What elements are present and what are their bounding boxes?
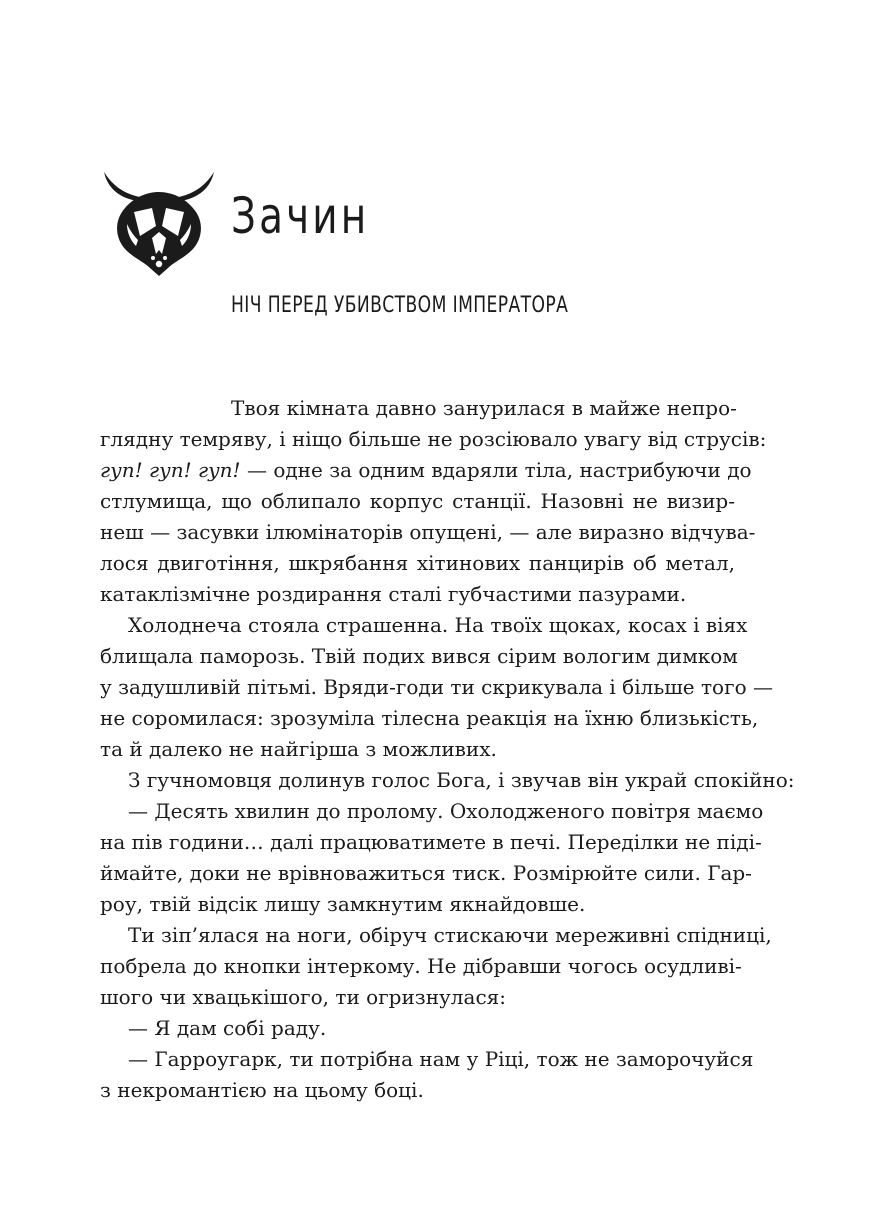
text-line bbox=[100, 703, 759, 734]
text-line-content: глядну темряву, і ніщо більше не розсіювало увагу від струсів: bbox=[100, 427, 767, 451]
text-line-content: та й далеко не найгірша з можливих. bbox=[100, 737, 497, 761]
text-line-content: З гучномовця долинув голос Бога, і звучав він украй спокійно: bbox=[128, 768, 795, 792]
text-line bbox=[100, 641, 738, 672]
text-line-content: Холоднеча стояла страшенна. На твоїх щоках, косах і віях bbox=[128, 613, 748, 637]
text-line bbox=[100, 610, 748, 641]
text-line bbox=[100, 920, 772, 951]
text-line bbox=[100, 1075, 735, 1106]
text-line-content: катаклізмічне роздирання сталі губчастими пазурами. bbox=[100, 582, 687, 606]
text-line bbox=[100, 982, 735, 1013]
text-line-content: роу, твій відсік лишу замкнутим якнайдовше. bbox=[100, 892, 586, 916]
text-line-content: неш — засувки ілюмінаторів опущені, — але виразно відчува- bbox=[100, 520, 756, 544]
text-line-content: ймайте, доки не врівноважиться тиск. Розмірюйте сили. Гар- bbox=[100, 861, 752, 885]
text-line-content: не соромилася: зрозуміла тілесна реакція на їхню близькість, bbox=[100, 706, 759, 730]
text-line bbox=[100, 951, 742, 982]
text-line-content: — одне за одним вдаряли тіла, настрибуючи до bbox=[240, 458, 752, 482]
chapter-body-text bbox=[100, 393, 795, 1106]
chapter-subtitle: НІЧ ПЕРЕД УБИВСТВОМ ІМПЕРАТОРА bbox=[231, 293, 569, 318]
text-line-content: Ти зіп’ялася на ноги, обіруч стискаючи мереживні спідниці, bbox=[128, 923, 772, 947]
text-line bbox=[100, 672, 773, 703]
horned-insect-emblem-icon bbox=[100, 166, 218, 276]
text-line-content: у задушливій пітьмі. Вряди-годи ти скрикувала і більше того — bbox=[100, 675, 773, 699]
text-line-content: — Я дам собі раду. bbox=[128, 1016, 327, 1040]
text-line-content: шого чи хвацькішого, ти огризнулася: bbox=[100, 985, 506, 1009]
text-line bbox=[100, 1013, 735, 1044]
text-line-content: побрела до кнопки інтеркому. Не дібравши чогось осудливі- bbox=[100, 954, 742, 978]
text-line-content: — Десять хвилин до пролому. Охолодженого повітря маємо bbox=[128, 799, 764, 823]
chapter-title: Зачин bbox=[231, 187, 370, 245]
text-line-content: з некромантією на цьому боці. bbox=[100, 1078, 424, 1102]
italic-sound-effect: гуп! гуп! гуп! bbox=[100, 458, 241, 482]
text-line-content: Твоя кімната давно занурилася в майже непро- bbox=[231, 396, 737, 420]
text-line bbox=[100, 455, 752, 486]
text-line bbox=[100, 1044, 754, 1075]
text-line bbox=[100, 796, 764, 827]
text-line bbox=[100, 734, 735, 765]
text-line-content: блищала паморозь. Твій подих вився сірим вологим димком bbox=[100, 644, 738, 668]
text-line bbox=[100, 858, 752, 889]
text-line-content: на пів години… далі працюватимете в печі. Переділки не піді- bbox=[100, 830, 762, 854]
text-line bbox=[100, 517, 756, 548]
text-line-content: лося двиготіння, шкрябання хітинових панцирів об метал, bbox=[100, 551, 735, 575]
text-line-content: стлумища, що облипало корпус станції. Назовні не визир- bbox=[100, 489, 735, 513]
text-line bbox=[100, 548, 735, 579]
text-line bbox=[100, 393, 735, 424]
text-line bbox=[100, 827, 762, 858]
text-line-content: — Гарроугарк, ти потрібна нам у Ріці, тож не заморочуйся bbox=[128, 1047, 754, 1071]
text-line bbox=[100, 424, 767, 455]
text-line bbox=[100, 889, 735, 920]
text-line bbox=[100, 765, 795, 796]
text-line bbox=[100, 486, 735, 517]
text-line bbox=[100, 579, 735, 610]
